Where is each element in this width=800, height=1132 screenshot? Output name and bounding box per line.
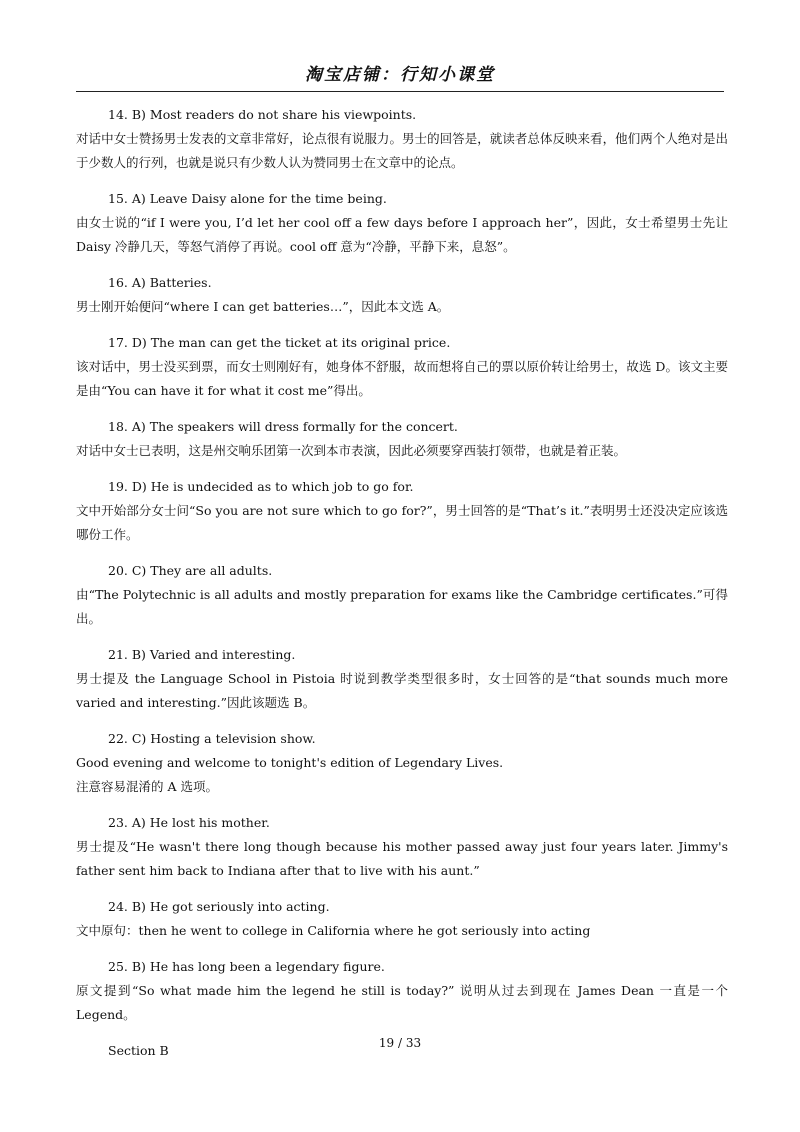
header-divider	[76, 91, 724, 92]
explanation-text: 对话中女士赞扬男士发表的文章非常好，论点很有说服力。男士的回答是，就读者总体反映来看，他们两个人绝对是出于少数人的行列，也就是说只有少数人认为赞同男士在文章中的论点。	[76, 131, 728, 170]
answer-line: 22. C) Hosting a television show.	[108, 731, 316, 746]
answer-line: 25. B) He has long been a legendary figure.	[108, 959, 385, 974]
answer-line: 20. C) They are all adults.	[108, 563, 273, 578]
answer-line: 14. B) Most readers do not share his viewpoints.	[108, 107, 417, 122]
answer-entry	[76, 331, 728, 403]
answer-entry	[76, 415, 728, 463]
explanation-text: 由女士说的“if I were you, I’d let her cool off a few days before I approach her”，因此，女士希望男士先让 Daisy 冷静几天，等怒气消停了再说。cool off 意为“冷静，平静下来，息怒”。	[76, 215, 728, 254]
answer-entry	[76, 811, 728, 883]
answer-line: 24. B) He got seriously into acting.	[108, 899, 330, 914]
explanation-text: Good evening and welcome to tonight's edition of Legendary Lives.	[76, 755, 504, 770]
answer-entry	[76, 559, 728, 631]
explanation-text: 对话中女士已表明，这是州交响乐团第一次到本市表演，因此必须要穿西装打领带，也就是着正装。	[76, 443, 627, 458]
section-heading: Section B	[108, 1043, 169, 1058]
answer-line: 15. A) Leave Daisy alone for the time being.	[108, 191, 387, 206]
answer-entry	[76, 895, 728, 943]
answer-entry	[76, 955, 728, 1027]
answer-line: 18. A) The speakers will dress formally for the concert.	[108, 419, 458, 434]
explanation-text: 注意容易混淆的 A 选项。	[76, 779, 218, 794]
explanation-text: 文中开始部分女士问“So you are not sure which to go for?”，男士回答的是“That’s it.”表明男士还没决定应该选哪份工作。	[76, 503, 728, 542]
explanation-text: 男士刚开始便问“where I can get batteries…”，因此本文选 A。	[76, 299, 450, 314]
explanation-text: 由“The Polytechnic is all adults and mostly preparation for exams like the Cambridge certificates.”可得出。	[76, 587, 728, 626]
explanation-text: 原文提到“So what made him the legend he still is today?” 说明从过去到现在 James Dean 一直是一个 Legend。	[76, 983, 728, 1022]
answer-explanations	[76, 103, 728, 1063]
explanation-text: 该对话中，男士没买到票，而女士则刚好有，她身体不舒服，故而想将自己的票以原价转让给男士，故选 D。该文主要是由“You can have it for what it cost me”得出。	[76, 359, 728, 398]
answer-entry	[76, 727, 728, 799]
page-number: 19 / 33	[378, 1036, 422, 1050]
answer-line: 17. D) The man can get the ticket at its original price.	[108, 335, 451, 350]
answer-entry	[76, 643, 728, 715]
answer-line: 19. D) He is undecided as to which job to go for.	[108, 479, 414, 494]
explanation-text: 男士提及“He wasn't there long though because his mother passed away just four years later. Jimmy's father sent him back to Indiana after that to live with his aunt.”	[76, 839, 728, 878]
answer-entry	[76, 187, 728, 259]
answer-line: 16. A) Batteries.	[108, 275, 212, 290]
answer-line: 23. A) He lost his mother.	[108, 815, 270, 830]
answer-entry	[76, 103, 728, 175]
explanation-text: 文中原句：then he went to college in California where he got seriously into acting	[76, 923, 591, 938]
answer-entry	[76, 271, 728, 319]
page-header-title: 淘宝店铺：行知小课堂	[305, 65, 495, 85]
answer-entry	[76, 475, 728, 547]
explanation-text: 男士提及 the Language School in Pistoia 时说到教学类型很多时，女士回答的是“that sounds much more varied and interesting.”因此该题选 B。	[76, 671, 728, 710]
answer-line: 21. B) Varied and interesting.	[108, 647, 296, 662]
